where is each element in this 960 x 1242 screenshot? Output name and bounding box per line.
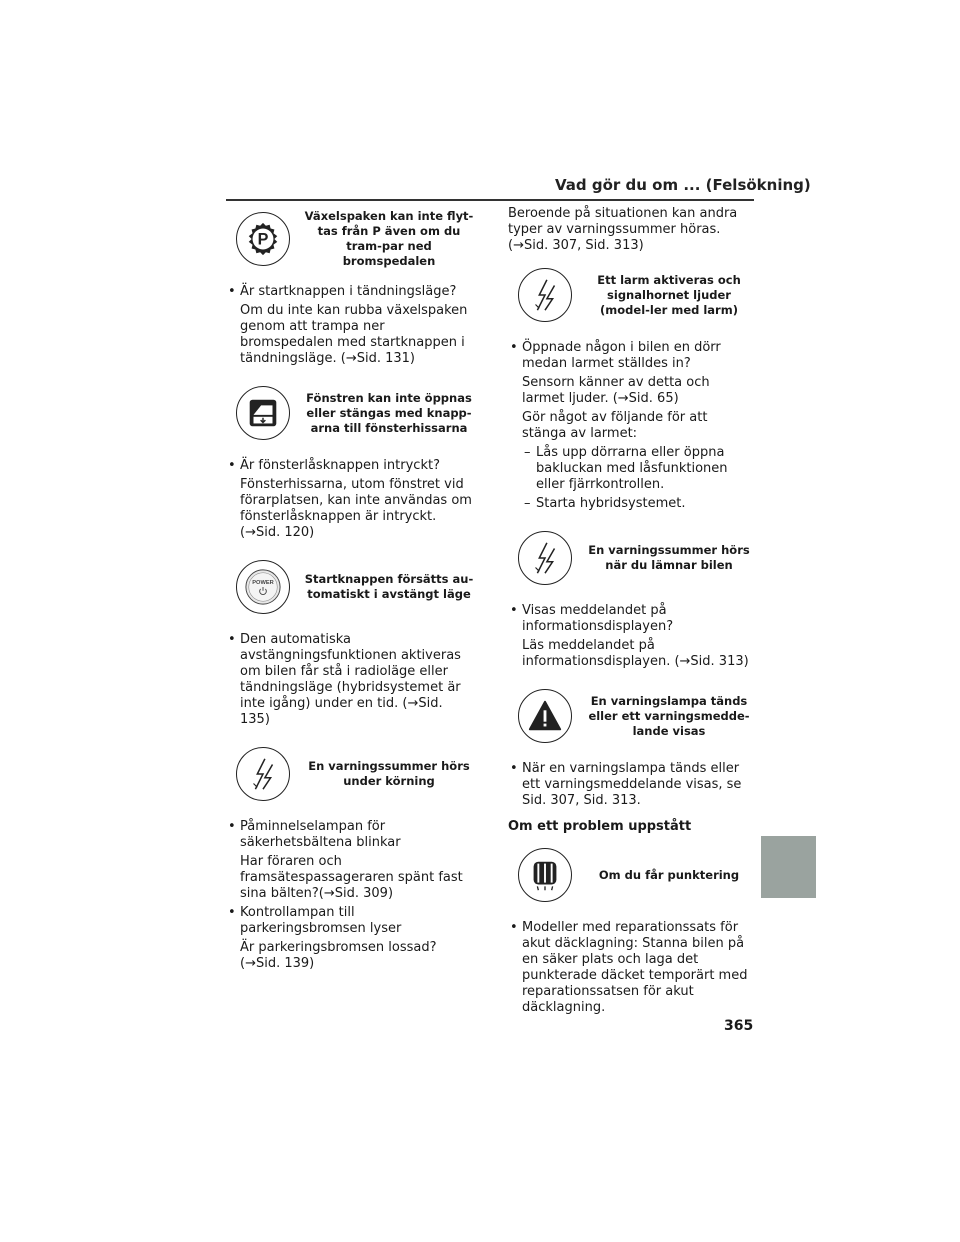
topic-box-shift-lever <box>226 206 476 272</box>
paragraph: Sensorn känner av detta och larmet ljuder. (→Sid. 65) <box>522 375 710 406</box>
topic-box-warning-light <box>508 683 754 749</box>
svg-text:P: P <box>257 230 269 249</box>
buzzer-icon <box>518 268 572 322</box>
left-column <box>226 206 476 975</box>
dash-item: – Starta hybridsystemet. <box>508 496 754 512</box>
topic-title: En varningssummer hörs under körning <box>308 759 470 788</box>
park-gear-icon <box>236 212 290 266</box>
topic-title: Fönstren kan inte öppnas eller stängas med knapp-arna till fönsterhissarna <box>306 390 472 435</box>
power-button-icon <box>236 560 290 614</box>
buzzer-icon <box>236 747 290 801</box>
bullet-item: • Är fönsterlåsknappen intryckt? <box>226 458 476 474</box>
intro-text: Beroende på situationen kan andra typer av varningssummer höras. (→Sid. 307, Sid. 313) <box>508 206 738 253</box>
topic-title: Ett larm aktiveras och signalhornet ljuder (model-ler med larm) <box>597 272 741 317</box>
topic-box-buzzer-driving <box>226 741 476 807</box>
topic-title: En varningssummer hörs när du lämnar bilen <box>588 543 750 572</box>
topic-title: Om du får punktering <box>598 867 740 882</box>
topic-box-windows <box>226 380 476 446</box>
topic-title: Växelspaken kan inte flyt-tas från P även om du tram-par ned bromspedalen <box>304 209 474 268</box>
bullet-item: • Visas meddelandet på informationsdisplayen? <box>508 603 754 635</box>
section-tab-marker <box>761 836 816 898</box>
bullet-item: • Är startknappen i tändningsläge? <box>226 284 476 300</box>
paragraph: Fönsterhissarna, utom fönstret vid förarplatsen, kan inte användas om fönsterlåsknappen är intryckt. (→Sid. 120) <box>240 477 472 540</box>
header-rule <box>226 199 754 201</box>
topic-title: Startknappen försätts au-tomatiskt i avstängt läge <box>304 572 474 601</box>
paragraph: Gör något av följande för att stänga av larmet: <box>522 410 708 441</box>
topic-box-alarm <box>508 262 754 328</box>
page-number: 365 <box>724 1018 754 1034</box>
paragraph: Om du inte kan rubba växelspaken genom att trampa ner bromspedalen med startknappen i tändningsläge. (→Sid. 131) <box>240 303 468 366</box>
dash-item: – Lås upp dörrarna eller öppna bakluckan med låsfunktionen eller fjärrkontrollen. <box>508 445 754 493</box>
page-header: Vad gör du om ... (Felsökning) <box>555 176 811 194</box>
topic-box-buzzer-leaving <box>508 525 754 591</box>
bullet-item: • Modeller med reparationssats för akut däcklagning: Stanna bilen på en säker plats och laga det punkterade däcket temporärt med reparationssatsen för akut däcklagning. <box>508 920 754 1016</box>
flat-tire-icon <box>518 848 572 902</box>
bullet-item: • Öppnade någon i bilen en dörr medan larmet ställdes in? <box>508 340 754 372</box>
paragraph: Har föraren och framsätespassageraren spänt fast sina bälten?(→Sid. 309) <box>240 854 463 901</box>
subheading: Om ett problem uppstått <box>508 819 692 834</box>
topic-title: En varningslampa tänds eller ett varningsmedde-lande visas <box>588 693 750 738</box>
topic-box-flat-tire <box>508 842 754 908</box>
power-button-label: POWER <box>252 580 274 587</box>
warning-triangle-icon <box>518 689 572 743</box>
paragraph: Är parkeringsbromsen lossad? (→Sid. 139) <box>240 940 437 971</box>
bullet-item: • Påminnelselampan för säkerhetsbältena blinkar <box>226 819 476 851</box>
bullet-item: • Den automatiska avstängningsfunktionen aktiveras om bilen får stå i radioläge eller tändningsläge (hybridsystemet är inte igång) under en tid. (→Sid. 135) <box>226 632 476 728</box>
window-lock-icon <box>236 386 290 440</box>
bullet-item: • Kontrollampan till parkeringsbromsen lyser <box>226 905 476 937</box>
topic-box-power-switch <box>226 554 476 620</box>
buzzer-icon <box>518 531 572 585</box>
paragraph: Läs meddelandet på informationsdisplayen. (→Sid. 313) <box>522 638 749 669</box>
right-column <box>508 206 754 1019</box>
bullet-item: • När en varningslampa tänds eller ett varningsmeddelande visas, se Sid. 307, Sid. 313. <box>508 761 754 809</box>
